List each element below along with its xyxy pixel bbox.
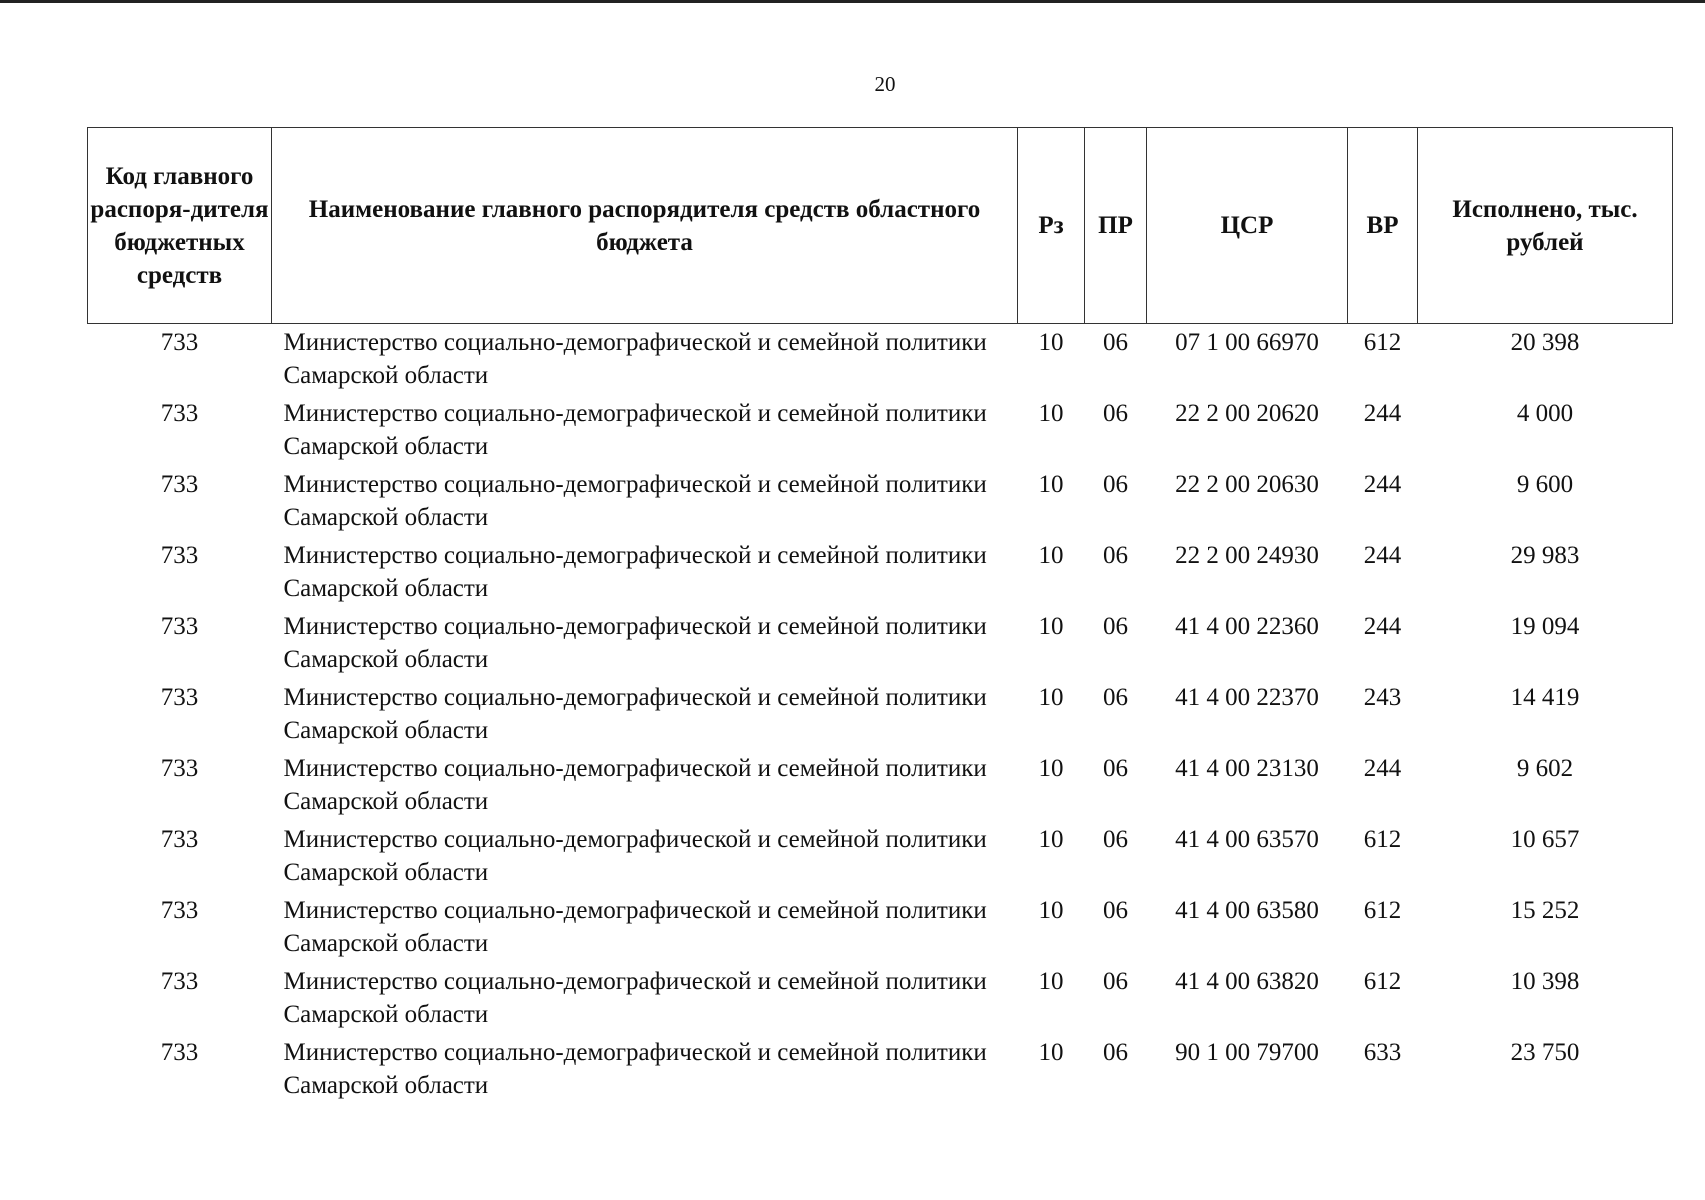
cell-vr: 612	[1363, 968, 1402, 995]
table-row	[88, 681, 1673, 752]
cell-name: Министерство социально-демографической и семейной политики Самарской области	[283, 471, 987, 531]
cell-name: Министерство социально-демографической и семейной политики Самарской области	[283, 755, 987, 815]
cell-name: Министерство социально-демографической и семейной политики Самарской области	[283, 684, 987, 744]
header-rz: Рз	[1018, 128, 1085, 324]
cell-pr: 06	[1103, 755, 1128, 782]
cell-csr: 41 4 00 23130	[1175, 755, 1319, 782]
cell-vr: 244	[1363, 542, 1402, 569]
cell-vr: 244	[1363, 755, 1402, 782]
cell-code: 733	[160, 826, 199, 853]
cell-amount: 9 600	[1516, 471, 1574, 498]
cell-code: 733	[160, 755, 199, 782]
cell-code: 733	[160, 684, 199, 711]
cell-amount: 14 419	[1510, 684, 1580, 711]
cell-rz: 10	[1038, 471, 1064, 498]
cell-code: 733	[160, 613, 199, 640]
header-vr: ВР	[1348, 128, 1418, 324]
cell-code: 733	[160, 471, 199, 498]
cell-pr: 06	[1103, 400, 1128, 427]
cell-code: 733	[160, 542, 199, 569]
cell-csr: 22 2 00 20630	[1175, 471, 1319, 498]
cell-csr: 90 1 00 79700	[1175, 1039, 1319, 1066]
cell-csr: 41 4 00 22360	[1175, 613, 1319, 640]
cell-pr: 06	[1103, 897, 1128, 924]
cell-vr: 244	[1363, 471, 1402, 498]
cell-name: Министерство социально-демографической и семейной политики Самарской области	[283, 826, 987, 886]
cell-name: Министерство социально-демографической и семейной политики Самарской области	[283, 968, 987, 1028]
table-row	[88, 1036, 1673, 1107]
table-row	[88, 397, 1673, 468]
cell-amount: 23 750	[1510, 1039, 1580, 1066]
header-amount: Исполнено, тыс. рублей	[1418, 128, 1673, 324]
cell-amount: 9 602	[1516, 755, 1574, 782]
cell-csr: 41 4 00 63580	[1175, 897, 1319, 924]
cell-csr: 41 4 00 63820	[1175, 968, 1319, 995]
cell-rz: 10	[1038, 400, 1064, 427]
table-row	[88, 965, 1673, 1036]
table-row	[88, 752, 1673, 823]
cell-csr: 41 4 00 22370	[1175, 684, 1319, 711]
page-number: 20	[874, 72, 896, 96]
table-row	[88, 539, 1673, 610]
cell-vr: 612	[1363, 329, 1402, 356]
cell-code: 733	[160, 968, 199, 995]
cell-name: Министерство социально-демографической и семейной политики Самарской области	[283, 1039, 987, 1099]
cell-pr: 06	[1103, 826, 1128, 853]
cell-pr: 06	[1103, 684, 1128, 711]
cell-name: Министерство социально-демографической и семейной политики Самарской области	[283, 400, 987, 460]
cell-amount: 19 094	[1510, 613, 1580, 640]
cell-csr: 22 2 00 24930	[1175, 542, 1319, 569]
cell-rz: 10	[1038, 826, 1064, 853]
cell-vr: 612	[1363, 897, 1402, 924]
cell-pr: 06	[1103, 471, 1128, 498]
cell-csr: 07 1 00 66970	[1175, 329, 1319, 356]
cell-amount: 4 000	[1516, 400, 1574, 427]
table-row	[88, 468, 1673, 539]
cell-rz: 10	[1038, 755, 1064, 782]
cell-code: 733	[160, 897, 199, 924]
cell-code: 733	[160, 1039, 199, 1066]
cell-rz: 10	[1038, 329, 1064, 356]
cell-vr: 244	[1363, 400, 1402, 427]
cell-name: Министерство социально-демографической и семейной политики Самарской области	[283, 542, 987, 602]
table-row	[88, 610, 1673, 681]
cell-code: 733	[160, 400, 199, 427]
cell-amount: 10 657	[1510, 826, 1580, 853]
cell-rz: 10	[1038, 1039, 1064, 1066]
cell-amount: 29 983	[1510, 542, 1580, 569]
table-header-row	[88, 128, 1673, 324]
cell-vr: 244	[1363, 613, 1402, 640]
cell-amount: 15 252	[1510, 897, 1580, 924]
cell-rz: 10	[1038, 897, 1064, 924]
budget-table	[87, 127, 1673, 1107]
header-code: Код главного распоря-дителя бюджетных средств	[88, 128, 272, 324]
cell-amount: 20 398	[1510, 329, 1580, 356]
cell-name: Министерство социально-демографической и семейной политики Самарской области	[283, 897, 987, 957]
cell-pr: 06	[1103, 329, 1128, 356]
cell-rz: 10	[1038, 968, 1064, 995]
table-row	[88, 823, 1673, 894]
cell-vr: 243	[1363, 684, 1402, 711]
cell-pr: 06	[1103, 613, 1128, 640]
top-border-line	[0, 0, 1705, 3]
cell-rz: 10	[1038, 684, 1064, 711]
header-csr: ЦСР	[1147, 128, 1348, 324]
table-row	[88, 324, 1673, 398]
cell-pr: 06	[1103, 968, 1128, 995]
cell-code: 733	[160, 329, 199, 356]
table-row	[88, 894, 1673, 965]
cell-rz: 10	[1038, 613, 1064, 640]
cell-vr: 612	[1363, 826, 1402, 853]
header-name: Наименование главного распорядителя средств областного бюджета	[272, 128, 1018, 324]
cell-pr: 06	[1103, 1039, 1128, 1066]
cell-csr: 41 4 00 63570	[1175, 826, 1319, 853]
cell-rz: 10	[1038, 542, 1064, 569]
cell-csr: 22 2 00 20620	[1175, 400, 1319, 427]
cell-amount: 10 398	[1510, 968, 1580, 995]
cell-name: Министерство социально-демографической и семейной политики Самарской области	[283, 613, 987, 673]
cell-name: Министерство социально-демографической и семейной политики Самарской области	[283, 329, 987, 389]
cell-vr: 633	[1363, 1039, 1402, 1066]
cell-pr: 06	[1103, 542, 1128, 569]
header-pr: ПР	[1085, 128, 1147, 324]
